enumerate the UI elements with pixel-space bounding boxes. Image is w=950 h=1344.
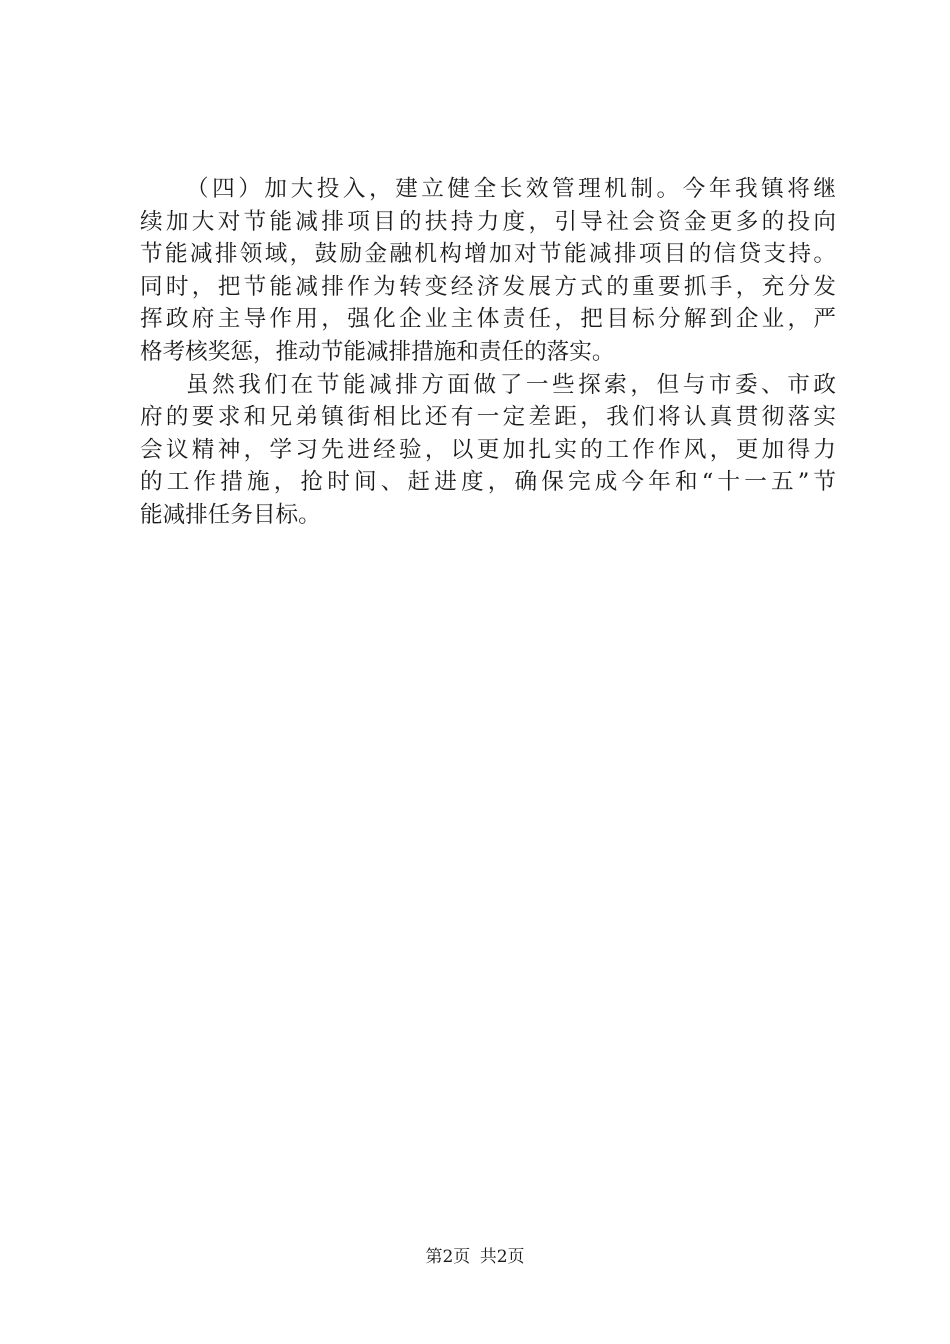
paragraph-conclusion [140, 369, 836, 532]
document-body [140, 173, 836, 532]
page-number-label: 第2页 共2页 [425, 1247, 525, 1267]
paragraph-line: 能减排任务目标。 [140, 501, 321, 528]
paragraph-line: 同时，把节能减排作为转变经济发展方式的重要抓手，充分发 [140, 273, 836, 300]
paragraph-line: 节能减排领域，鼓励金融机构增加对节能减排项目的信贷支持。 [140, 241, 836, 268]
paragraph-line: 虽然我们在节能减排方面做了一些探索，但与市委、市政 [186, 371, 836, 398]
paragraph-line: 续加大对节能减排项目的扶持力度，引导社会资金更多的投向 [140, 208, 836, 235]
paragraph-line: 府的要求和兄弟镇街相比还有一定差距，我们将认真贯彻落实 [140, 404, 836, 431]
paragraph-line: 格考核奖惩，推动节能减排措施和责任的落实。 [140, 338, 615, 365]
paragraph-line: 挥政府主导作用，强化企业主体责任，把目标分解到企业，严 [140, 306, 836, 333]
paragraph-line: 会议精神，学习先进经验，以更加扎实的工作作风，更加得力 [140, 436, 836, 463]
paragraph-line: 的工作措施，抢时间、赶进度，确保完成今年和“十一五”节 [140, 469, 836, 496]
paragraph-measures [140, 173, 836, 369]
page-footer [0, 1242, 950, 1267]
paragraph-line: （四）加大投入，建立健全长效管理机制。今年我镇将继 [186, 176, 836, 202]
